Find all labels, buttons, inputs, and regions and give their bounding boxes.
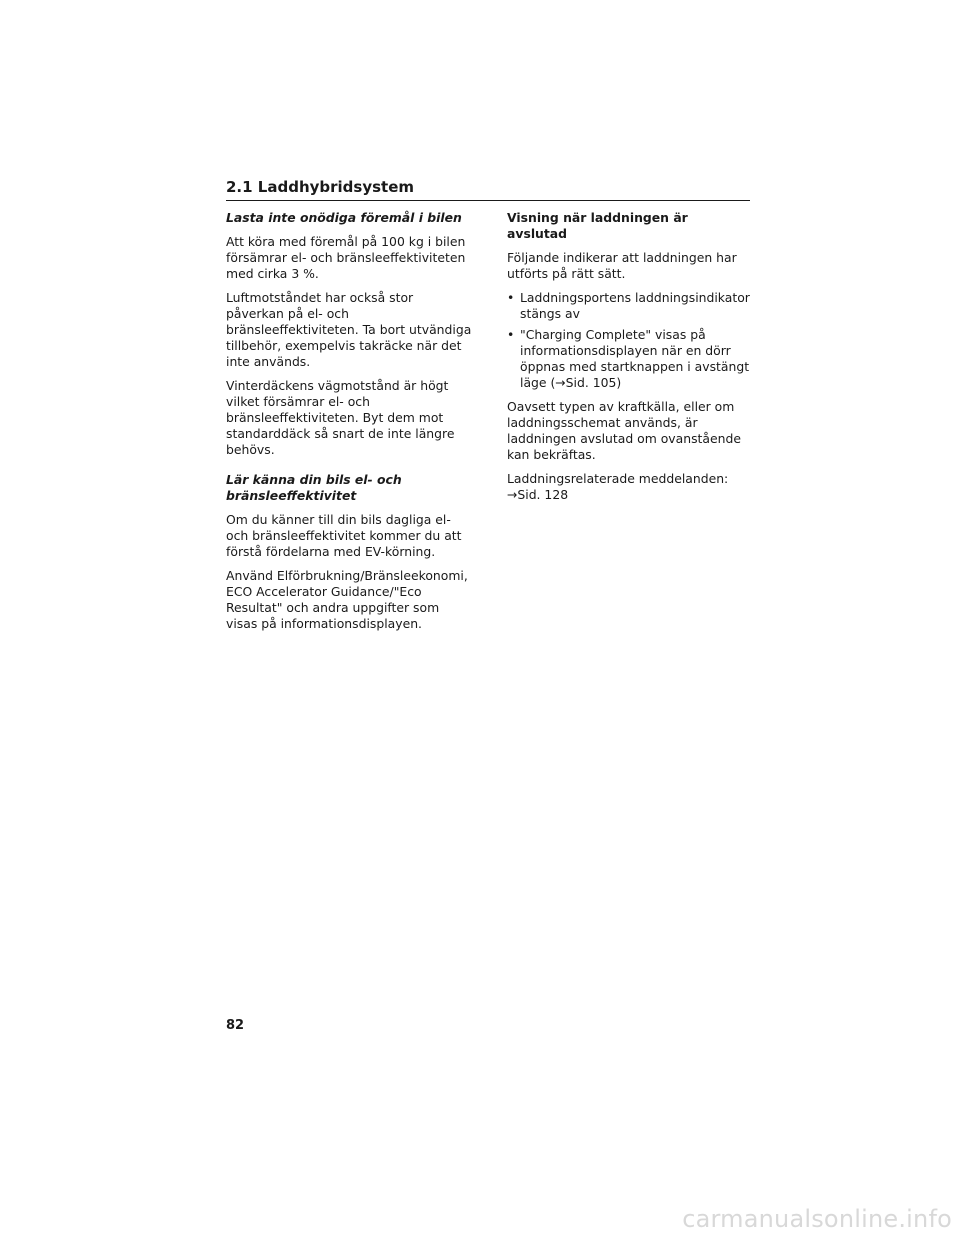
watermark: carmanualsonline.info <box>682 1205 952 1233</box>
bullet-icon: • <box>507 327 515 342</box>
section-header <box>226 178 750 201</box>
list-item-text: Laddningsportens laddningsindikator stängs av <box>520 290 750 321</box>
indicator-list <box>507 290 751 391</box>
paragraph-winter-tires: Vinterdäckens vägmotstånd är högt vilket försämrar el- och bränsleeffektiviteten. Byt dem mot standarddäck så snart de inte längre behövs. <box>226 378 455 457</box>
left-column <box>226 210 472 640</box>
bullet-icon: • <box>507 290 515 305</box>
paragraph-use-display: Använd Elförbrukning/Bränsleekonomi, ECO Accelerator Guidance/"Eco Resultat" och andra uppgifter som visas på informationsdisplayen. <box>226 568 468 631</box>
page-number: 82 <box>226 1018 245 1033</box>
paragraph-daily-efficiency: Om du känner till din bils dagliga el- och bränsleeffektivitet kommer du att förstå fördelarna med EV-körning. <box>226 512 462 559</box>
paragraph-regardless: Oavsett typen av kraftkälla, eller om laddningsschemat används, är laddningen avslutad om ovanstående kan bekräftas. <box>507 399 741 462</box>
section-title: 2.1 Laddhybridsystem <box>226 178 415 196</box>
paragraph-related-messages: Laddningsrelaterade meddelanden: →Sid. 128 <box>507 471 729 502</box>
heading-charging-complete: Visning när laddningen är avslutad <box>507 210 688 241</box>
right-column <box>507 210 751 511</box>
list-item <box>507 327 751 391</box>
paragraph-air-resistance: Luftmotståndet har också stor påverkan på el- och bränsleeffektiviteten. Ta bort utvändiga tillbehör, exempelvis takräcke när det inte används. <box>226 290 472 369</box>
heading-unnecessary-items: Lasta inte onödiga föremål i bilen <box>226 210 462 225</box>
paragraph-weight: Att köra med föremål på 100 kg i bilen försämrar el- och bränsleeffektiviteten med cirka 3 %. <box>226 234 466 281</box>
heading-know-efficiency: Lär känna din bils el- och bränsleeffektivitet <box>226 472 402 503</box>
list-item-text: "Charging Complete" visas på informationsdisplayen när en dörr öppnas med startknappen i avstängt läge (→Sid. 105) <box>520 327 750 390</box>
list-item <box>507 290 751 322</box>
paragraph-indicates: Följande indikerar att laddningen har utförts på rätt sätt. <box>507 250 737 281</box>
